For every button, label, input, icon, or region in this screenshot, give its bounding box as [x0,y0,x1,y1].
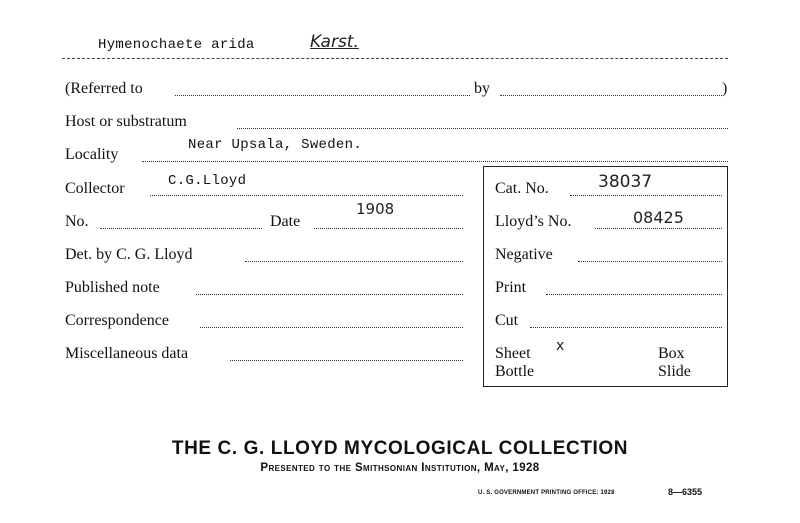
collector-field[interactable] [150,195,463,196]
host-label: Host or substratum [65,113,187,130]
print-field[interactable] [546,294,722,295]
det-by-field[interactable] [245,261,463,262]
by-field[interactable] [500,95,722,96]
date-field[interactable] [314,228,463,229]
by-label: by [474,80,490,97]
referred-to-label: (Referred to [65,80,143,97]
box-right-border [727,166,728,387]
form-number: 8—6355 [668,487,703,497]
print-label: Print [495,279,527,296]
published-note-field[interactable] [196,294,463,295]
cat-no-label: Cat. No. [495,180,549,197]
no-field[interactable] [100,228,262,229]
misc-data-field[interactable] [230,360,463,361]
collector-value: C.G.Lloyd [168,173,247,189]
lloyds-no-field[interactable] [595,228,722,229]
cut-field[interactable] [530,327,722,328]
collector-label: Collector [65,180,125,197]
correspondence-label: Correspondence [65,312,169,329]
date-value: 1908 [356,200,395,218]
negative-label: Negative [495,246,553,263]
collection-title: THE C. G. LLOYD MYCOLOGICAL COLLECTION [171,438,629,459]
lloyds-no-value: 08425 [633,208,684,227]
locality-field[interactable] [142,161,728,162]
printer-imprint: U. S. GOVERNMENT PRINTING OFFICE: 1928 [478,490,615,496]
referred-to-field[interactable] [175,95,470,96]
published-note-label: Published note [65,279,160,296]
misc-data-label: Miscellaneous data [65,345,189,362]
sheet-mark: x [556,338,565,354]
bottle-label: Bottle [495,363,535,380]
det-by-label: Det. by C. G. Lloyd [65,246,193,263]
locality-value: Near Upsala, Sweden. [188,137,363,153]
negative-field[interactable] [578,261,722,262]
lloyds-no-label: Lloyd’s No. [495,213,572,230]
species-author: Karst. [310,32,359,52]
collection-subtitle: Presented to the Smithsonian Institution, May, 1928 [260,462,540,474]
footer [0,438,800,474]
host-field[interactable] [237,128,728,129]
box-bottom-border [483,386,728,387]
sheet-label: Sheet [495,345,531,362]
referred-close: ) [722,80,728,97]
no-label: No. [65,213,89,230]
cat-no-field[interactable] [570,195,722,196]
box-label: Box [658,345,685,362]
date-label: Date [270,213,301,230]
locality-label: Locality [65,146,119,163]
box-top-border [483,166,728,167]
cat-no-value: 38037 [598,172,653,192]
cut-label: Cut [495,312,519,329]
slide-label: Slide [658,363,691,380]
box-left-border [483,166,484,387]
correspondence-field[interactable] [200,327,463,328]
species-rule [62,58,728,59]
species-name: Hymenochaete arida [98,37,255,53]
